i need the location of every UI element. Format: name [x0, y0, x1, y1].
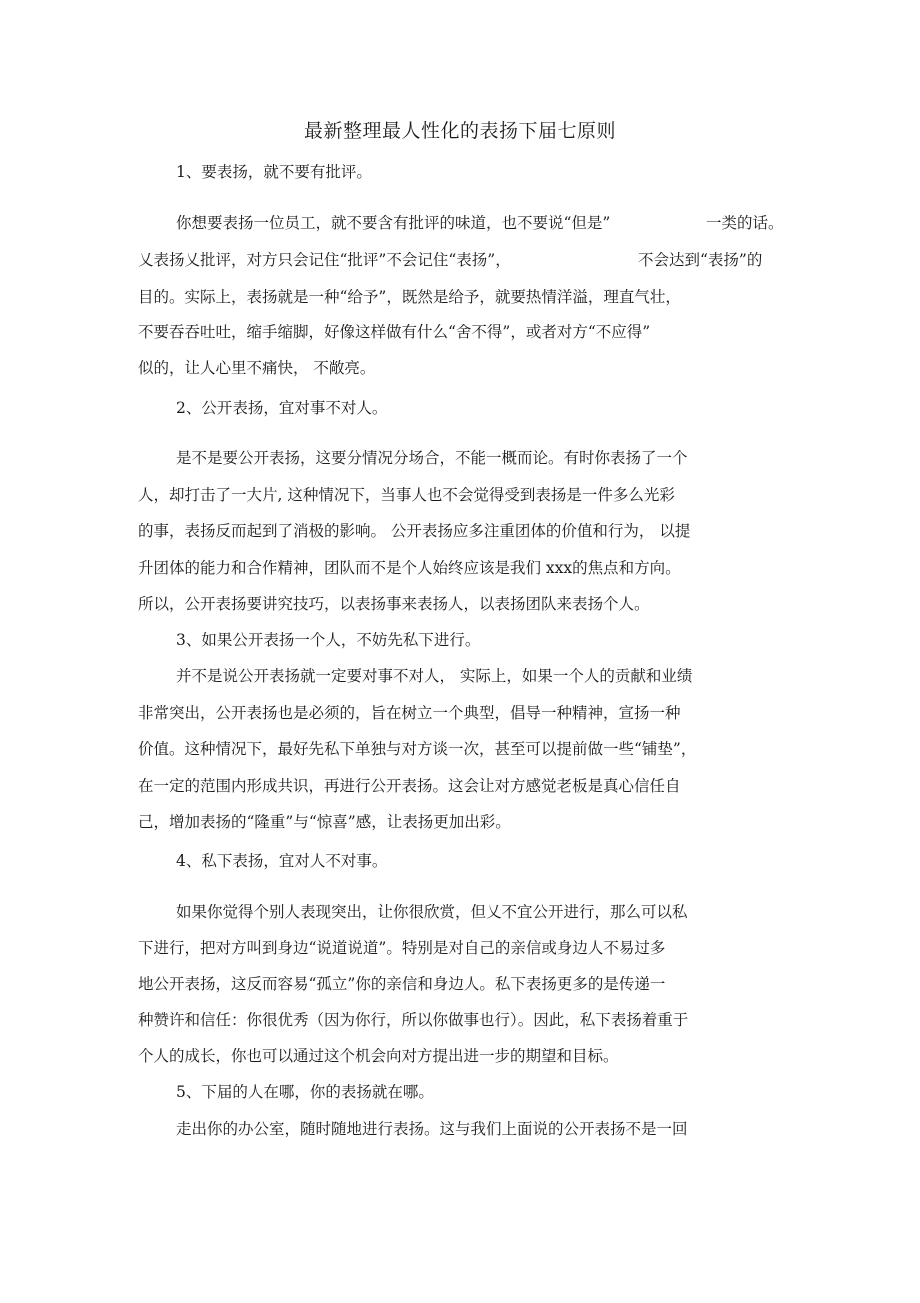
- paragraph-line: 乂表扬乂批评，对方只会记住“批评”不会记住“表扬”，: [138, 251, 511, 269]
- paragraph-line: 的事，表扬反而起到了消极的影响。 公开表扬应多注重团体的价值和行为， 以提: [138, 522, 691, 540]
- paragraph-line: 下进行，把对方叫到身边“说道说道”。特别是对自己的亲信或身边人不易过多: [138, 939, 666, 957]
- heading-rule-3: 3、如果公开表扬一个人，不妨先私下进行。: [176, 631, 481, 649]
- paragraph-line: 目的。实际上，表扬就是一种“给予”，既然是给予，就要热情洋溢，理直气壮，: [138, 288, 681, 306]
- paragraph-line: 并不是说公开表扬就一定要对事不对人， 实际上，如果一个人的贡献和业绩: [176, 667, 693, 685]
- paragraph-line: 非常突出，公开表扬也是必须的，旨在树立一个典型，倡导一种精神，宣扬一种: [138, 704, 681, 722]
- paragraph-line: 价值。这种情况下，最好先私下单独与对方谈一次，甚至可以提前做一些“铺垫”，: [138, 740, 697, 758]
- paragraph-line: 是不是要公开表扬，这要分情况分场合，不能一概而论。有时你表扬了一个: [176, 449, 688, 467]
- paragraph-line: 你想要表扬一位员工，就不要含有批评的味道，也不要说“但是”: [176, 214, 611, 232]
- heading-rule-5: 5、下届的人在哪，你的表扬就在哪。: [176, 1083, 434, 1101]
- paragraph-line: 地公开表扬，这反而容易“孤立”你的亲信和身边人。私下表扬更多的是传递一: [138, 975, 666, 993]
- page-title: 最新整理最人性化的表扬下届七原则: [303, 120, 616, 142]
- paragraph-line: 在一定的范围内形成共识，再进行公开表扬。这会让对方感觉老板是真心信任自: [138, 777, 681, 795]
- paragraph-line: 一类的话。: [706, 214, 784, 232]
- paragraph-line: 己，增加表扬的“隆重”与“惊喜”感，让表扬更加出彩。: [138, 813, 511, 831]
- heading-rule-1: 1、要表扬，就不要有批评。: [176, 163, 372, 181]
- paragraph-line: 不要吞吞吐吐，缩手缩脚，好像这样做有什么“舍不得”，或者对方“不应得”: [138, 323, 651, 341]
- paragraph-line: 所以，公开表扬要讲究技巧，以表扬事来表扬人，以表扬团队来表扬个人。: [138, 595, 650, 613]
- paragraph-line: 不会达到“表扬”的: [638, 251, 763, 269]
- paragraph-line: 种赞许和信任：你很优秀（因为你行，所以你做事也行）。因此，私下表扬着重于: [138, 1011, 689, 1029]
- paragraph-line: 升团体的能力和合作精神，团队而不是个人始终应该是我们 xxx的焦点和方向。: [138, 559, 681, 577]
- heading-rule-4: 4、私下表扬，宜对人不对事。: [176, 852, 388, 870]
- paragraph-line: 似的，让人心里不痛快， 不敞亮。: [138, 359, 376, 377]
- paragraph-line: 如果你觉得个别人表现突出，让你很欣赏，但乂不宜公开进行，那么可以私: [176, 903, 688, 921]
- paragraph-line: 个人的成长，你也可以通过这个机会向对方提出进一步的期望和目标。: [138, 1047, 619, 1065]
- paragraph-line: 人，却打击了一大片, 这种情况下，当事人也不会觉得受到表扬是一件多么光彩: [138, 486, 675, 504]
- paragraph-line: 走出你的办公室，随时随地进行表扬。这与我们上面说的公开表扬不是一回: [176, 1120, 688, 1138]
- heading-rule-2: 2、公开表扬，宜对事不对人。: [176, 399, 388, 417]
